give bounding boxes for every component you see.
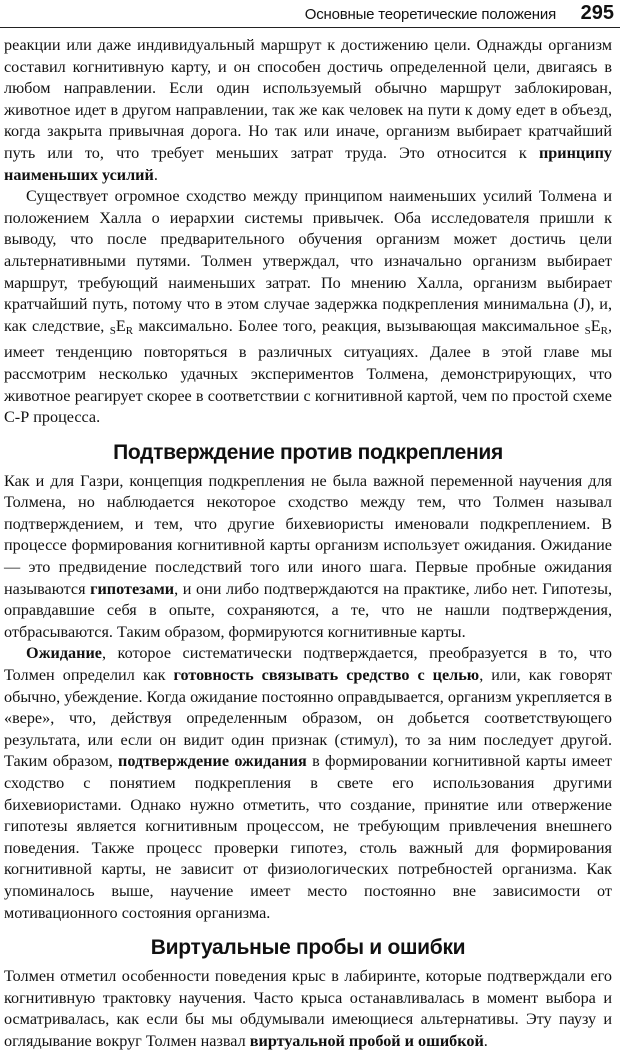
bold-term: виртуальной пробой и ошибкой <box>249 1031 484 1050</box>
text-run: Как и для Газри, концепция подкрепления не была важной переменной научения для Толмена, но наблюдается некоторое сходство между тем, что Толмен называл подтверждением, и тем, что другие бихевиористы именовали подкреплением. В процессе формирования когнитивной карты организм использует ожидания. Ожидание — это предвидение последствий того или иного шага. Первые пробные ожидания называются <box>4 471 612 598</box>
text-run: Существует огромное сходство между принципом наименьших усилий Толмена и положением Халла о иерархии системы привычек. Оба исследователя пришли к выводу, что после предварительного обучения организм может достичь цели альтернативными путями. Толмен утверждал, что изначально организм выбирает маршрут, требующий наименьших затрат. По мнению Халла, организм выбирает кратчайший путь, потому что в этом случае задержка подкрепления минимальна (J), и, как следствие, <box>4 187 612 335</box>
bold-term: готовность связывать средство с целью <box>173 666 480 685</box>
running-header <box>0 0 620 28</box>
text-run: реакции или даже индивидуальный маршрут к достижению цели. Однажды организм составил когнитивную карту, и он способен достичь определенной цели, двигаясь в любом направлении. Если один используемый обычно маршрут заблокирован, животное идет в другом направлении, так же как человек на пути к дому едет в объезд, когда закрыта привычная дорога. Но так или иначе, организм выбирает кратчайший путь или то, что требует меньших затрат труда. Это относится к <box>4 36 612 162</box>
text-run: , имеет тенденцию повторяться в различных ситуациях. Далее в этой главе мы рассмотрим несколько удачных экспериментов Толмена, демонстрирующих, что животное реагирует скорее в соответствии с когнитивной картой, чем по простой схеме С-Р процесса. <box>4 316 612 427</box>
body-paragraph <box>4 966 612 1052</box>
text-run: E <box>115 316 126 335</box>
text-run: в формировании когнитивной карты имеет сходство с понятием подкрепления в свете его использования другими бихевиористами. Однако нужно отметить, что создание, принятие или отвержение гипотезы является когнитивным процессом, не требующим привлечения внешнего поведения. Также процесс проверки гипотез, столь важный для формирования когнитивной карты, не зависит от физиологических потребностей организма. Как упоминалось выше, научение имеет место постоянно вне зависимости от мотивационного состояния организма. <box>4 752 612 922</box>
text-run: , которое систематически подтверждается, преобразуется в то, что Толмен определил как <box>4 644 612 685</box>
subscript: R <box>125 324 134 337</box>
subscript: S <box>109 324 116 337</box>
bold-term: гипотезами <box>90 579 175 598</box>
running-header-title: Основные теоретические положения <box>304 6 556 23</box>
body-paragraph <box>4 186 612 429</box>
text-run: , и они либо подтверждаются на практике, либо нет. Гипотезы, оправдавшие себя в опыте, сохраняются, а те, что не нашли подтверждения, отбрасываются. Таким образом, формируются когнитивные карты. <box>4 579 612 641</box>
body-paragraph <box>4 471 612 644</box>
body-paragraph <box>4 643 612 924</box>
section-heading: Подтверждение против подкрепления <box>113 440 503 464</box>
text-run: максимально. Более того, реакция, вызывающая максимальное <box>133 316 585 335</box>
text-run: . <box>483 1031 488 1050</box>
text-run: E <box>590 316 601 335</box>
page-body <box>4 35 612 1053</box>
text-run: Толмен отметил особенности поведения крыс в лабиринте, которые подтверждали его когнитивную трактовку научения. Часто крыса останавливалась в момент выбора и осматривалась, как если бы мы обдумывали имеющиеся альтернативы. Эту паузу и оглядывание вокруг Толмен назвал <box>4 967 612 1050</box>
subscript: R <box>600 324 608 337</box>
body-paragraph <box>4 35 612 186</box>
text-run: . <box>153 165 158 184</box>
section-heading: Виртуальные пробы и ошибки <box>150 936 466 960</box>
page-number: 295 <box>580 2 614 24</box>
bold-term: принципу наименьших усилий <box>4 143 612 184</box>
subscript: S <box>584 324 591 337</box>
text-run: , или, как говорят обычно, убеждение. Когда ожидание постоянно оправдывается, организм укрепляется в «вере», что, действуя определенным образом, он добьется соответствующего результата, или если он видит один признак (стимул), то за ним последует другой. Таким образом, <box>4 666 612 771</box>
bold-term: Ожидание <box>26 644 102 663</box>
header-rule <box>0 27 620 28</box>
bold-term: подтверждение ожидания <box>118 752 307 771</box>
